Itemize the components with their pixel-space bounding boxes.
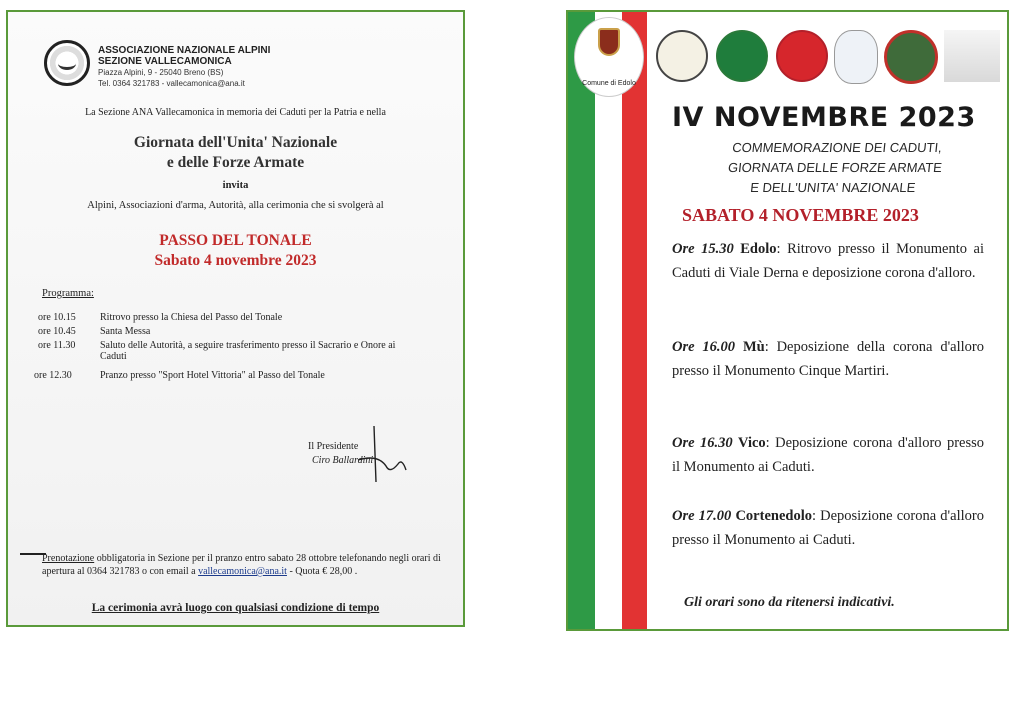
edolo-crest-icon <box>598 28 620 56</box>
event-place: Mù <box>742 339 765 355</box>
event-time: Ore 16.00 <box>672 339 736 355</box>
subtitle-line: GIORNATA DELLE FORZE ARMATE <box>727 160 943 175</box>
fanti-logo-icon <box>776 30 828 82</box>
subtitle <box>725 138 945 198</box>
invited-text: Alpini, Associazioni d'arma, Autorità, alla cerimonia che si svolgerà al <box>87 200 384 211</box>
paracadutisti-logo-icon <box>834 30 878 84</box>
programma-time: ore 11.30 <box>38 340 76 351</box>
event-title-line2: e delle Forze Armate <box>166 154 305 171</box>
event-text: : Deposizione corona d'alloro presso il Monumento ai Caduti. <box>672 508 984 548</box>
event-place: Vico <box>738 435 766 451</box>
event-text: : Deposizione della corona d'alloro presso il Monumento Cinque Martiri. <box>672 339 984 379</box>
event-text: : Ritrovo presso il Monumento ai Caduti di Viale Derna e deposizione corona d'alloro. <box>672 241 985 281</box>
programma-text: Pranzo presso "Sport Hotel Vittoria" al Passo del Tonale <box>100 370 325 381</box>
org-header <box>98 45 270 89</box>
church-landscape-icon <box>944 30 1000 82</box>
event-text: : Deposizione corona d'alloro presso il Monumento ai Caduti. <box>672 435 984 475</box>
note-main: obbligatoria in Sezione per il pranzo entro sabato 28 ottobre telefonando negli orari di apertura al 0364 321783 o con email a <box>42 553 441 577</box>
event-place: PASSO DEL TONALE <box>159 232 312 249</box>
programma-time: ore 12.30 <box>34 370 72 381</box>
page-title: IV NOVEMBRE 2023 <box>672 102 976 133</box>
org-contact: Tel. 0364 321783 - vallecamonica@ana.it <box>98 79 245 88</box>
comune-edolo-badge <box>574 17 644 97</box>
note-suffix: - Quota € 28,00 . <box>286 566 358 577</box>
programma-time: ore 10.15 <box>38 312 76 323</box>
subtitle-line: E DELL'UNITA' NAZIONALE <box>749 180 917 195</box>
ana-invitation-flyer <box>6 10 465 627</box>
event-place: Edolo <box>740 241 777 257</box>
event-place: Cortenedolo <box>735 508 812 524</box>
org-address: Piazza Alpini, 9 - 25040 Breno (BS) <box>98 68 224 77</box>
president-block <box>308 440 373 468</box>
flag-white-stripe <box>595 12 622 629</box>
flag-green-stripe <box>568 12 595 629</box>
event-vico <box>672 431 984 479</box>
event-date: Sabato 4 novembre 2023 <box>154 252 317 269</box>
org-name: ASSOCIAZIONE NAZIONALE ALPINI <box>98 45 271 56</box>
artiglieri-logo-icon <box>884 30 938 84</box>
event-location <box>8 231 463 271</box>
comune-label: Comune di Edolo <box>582 80 636 87</box>
org-section: SEZIONE VALLECAMONICA <box>98 56 232 67</box>
indicative-note: Gli orari sono da ritenersi indicativi. <box>684 595 895 610</box>
event-title <box>8 133 463 173</box>
event-time: Ore 16.30 <box>672 435 733 451</box>
subtitle-line: COMMEMORAZIONE DEI CADUTI, <box>731 140 943 155</box>
programma-text: Ritrovo presso la Chiesa del Passo del Tonale <box>100 312 283 323</box>
event-title-line1: Giornata dell'Unita' Nazionale <box>133 134 338 151</box>
gruppo-edolo-logo-icon <box>656 30 708 82</box>
booking-note <box>42 552 447 578</box>
footer-note: La cerimonia avrà luogo con qualsiasi condizione di tempo <box>91 602 380 614</box>
event-edolo <box>672 237 984 285</box>
event-mu <box>672 335 984 383</box>
invita-label: invita <box>222 180 249 191</box>
event-time: Ore 15.30 <box>672 241 734 257</box>
programma-text: Saluto delle Autorità, a seguire trasferimento presso il Sacrario e Onore ai Caduti <box>100 340 396 362</box>
president-label: Il Presidente <box>308 441 359 452</box>
ana-logo-icon <box>44 40 90 86</box>
programma-text: Santa Messa <box>100 326 151 337</box>
email-link[interactable]: vallecamonica@ana.it <box>198 566 287 577</box>
president-name: Ciro Ballardini <box>312 455 374 466</box>
ana-alpini-logo-icon <box>716 30 768 82</box>
programma-time: ore 10.45 <box>38 326 76 337</box>
event-time: Ore 17.00 <box>672 508 732 524</box>
programma-heading: Programma: <box>42 288 94 299</box>
event-cortenedolo <box>672 504 984 552</box>
event-date-red: SABATO 4 NOVEMBRE 2023 <box>682 205 919 225</box>
flag-red-stripe <box>622 12 647 629</box>
intro-text: La Sezione ANA Vallecamonica in memoria dei Caduti per la Patria e nella <box>85 107 386 118</box>
note-prefix: Prenotazione <box>42 553 95 564</box>
edolo-commemoration-flyer <box>566 10 1009 631</box>
